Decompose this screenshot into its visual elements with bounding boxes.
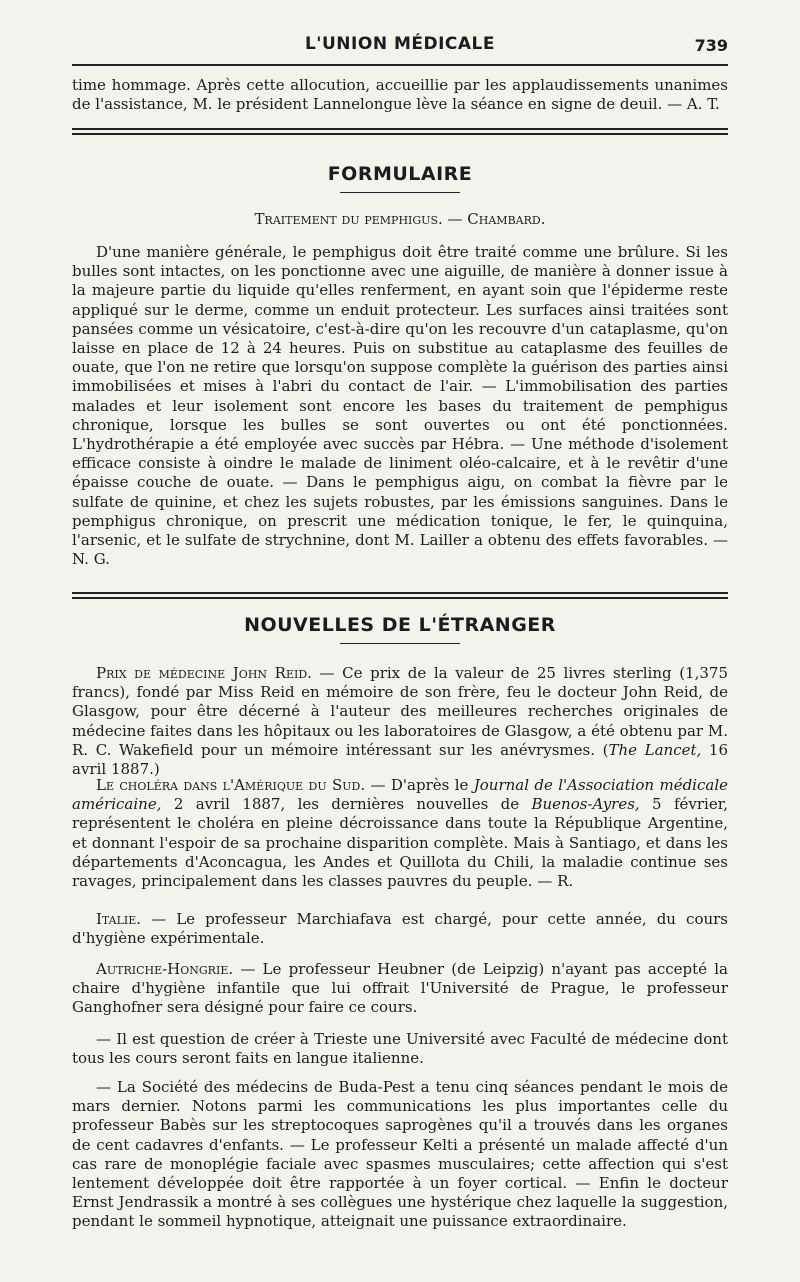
section-divider-top-2 bbox=[72, 133, 728, 135]
section-divider-bottom-2 bbox=[72, 597, 728, 599]
title-underline bbox=[340, 192, 460, 193]
news-lead: Le choléra dans l'Amérique du Sud. bbox=[96, 776, 366, 794]
news-lead: Autriche-Hongrie. bbox=[96, 960, 234, 978]
article-title: Traitement du pemphigus. — Chambard. bbox=[254, 210, 546, 228]
formulaire-body: D'une manière générale, le pemphigus doit être traité comme une brûlure. Si les bulles sont intactes, on les ponctionne avec une aiguille, de manière à donner issue à la majeure partie du liquide qu'elles renferment, en ayant soin que l'épiderme reste appliqué sur le derme, comme un enduit protecteur. Les surfaces ainsi traitées sont pansées comme un vésicatoire, c'est-à-dire qu'on les recouvre d'un cataplasme, qu'on laisse en place de 12 à 24 heures. Puis on substitue au cataplasme des feuilles de ouate, que l'on ne retire que lorsqu'on suppose complète la guérison des parties ainsi immobilisées et mises à l'abri du contact de l'air. — L'immobilisation des parties malades et leur isolement sont encore les bases du traitement de pemphigus chronique, lorsque les bulles se sont ouvertes ou ont été ponctionnées. L'hydrothérapie a été employée avec succès par Hébra. — Une méthode d'isolement efficace consiste à oindre le malade de liniment oléo-calcaire, et à le revêtir d'une épaisse couche de ouate. — Dans le pemphigus aigu, on combat la fièvre par le sulfate de quinine, et chez les sujets robustes, par les émissions sanguines. Dans le pemphigus chronique, on prescrit une médication tonique, le fer, le quinquina, l'arsenic, et le sulfate de strychnine, dont M. Lailler a obtenu des effets favorables. — N. G. bbox=[72, 243, 728, 569]
news-source: Journal de l'Association médicale américaine, bbox=[72, 776, 728, 814]
news-text: — Il est question de créer à Trieste une Université avec Faculté de médecine dont tous les cours seront faits en langue italienne. bbox=[72, 1030, 728, 1068]
news-text: — Ce prix de la valeur de 25 livres sterling (1,375 francs), fondé par Miss Reid en mémoire de son frère, feu le docteur John Reid, de Glasgow, pour être décerné à l'auteur des meilleures recherches originales de médecine faites dans les hôpitaux ou les laboratoires de Glasgow, a été obtenu par M. R. C. Wakefield pour un mémoire intéressant sur les anévrysmes. ( bbox=[72, 664, 728, 759]
news-lead: Prix de médecine John Reid. bbox=[96, 664, 312, 682]
header-rule bbox=[72, 64, 728, 66]
section-divider-top bbox=[72, 128, 728, 130]
section-title-formulaire: FORMULAIRE bbox=[327, 163, 473, 185]
intro-paragraph: time hommage. Après cette allocution, accueillie par les applaudissements unanimes de l'assistance, M. le président Lannelongue lève la séance en signe de deuil. — A. T. bbox=[72, 76, 728, 114]
news-text: — D'après le bbox=[365, 776, 474, 794]
news-item-budapest bbox=[72, 1078, 728, 1232]
running-title: L'UNION MÉDICALE bbox=[304, 34, 496, 54]
news-source-2: Buenos-Ayres, bbox=[531, 795, 640, 814]
news-item-autriche bbox=[72, 960, 728, 1018]
news-lead: Italie. bbox=[96, 910, 142, 928]
news-text-2: 2 avril 1887, les dernières nouvelles de bbox=[161, 795, 532, 814]
page-header bbox=[72, 30, 728, 60]
news-item-reid bbox=[72, 664, 728, 779]
news-item-trieste bbox=[72, 1030, 728, 1068]
news-tail: 16 avril 1887.) bbox=[72, 740, 729, 779]
section-divider-bottom bbox=[72, 592, 728, 594]
news-item-italie bbox=[72, 910, 728, 948]
news-text: — Le professeur Heubner (de Leipzig) n'ayant pas accepté la chaire d'hygiène infantile que lui offrait l'Université de Prague, le professeur Ganghofner sera désigné pour faire ce cours. bbox=[72, 960, 728, 1017]
page-number: 739 bbox=[694, 36, 728, 55]
news-text: — La Société des médecins de Buda-Pest a tenu cinq séances pendant le mois de mars dernier. Notons parmi les communications les plus importantes celle du professeur Babès sur les streptocoques saprogènes qu'il a trouvés dans les organes de cent cadavres d'enfants. — Le professeur Kelti a présenté un malade affecté d'un cas rare de monoplégie faciale avec spasmes musculaires; cette affection qui s'est lentement développée doit être rapportée à un foyer cortical. — Enfin le docteur Ernst Jendrassik a montré à ses collègues une hystérique chez laquelle la suggestion, pendant le sommeil hypnotique, atteignait une puissance extraordinaire. bbox=[72, 1078, 728, 1231]
news-source: The Lancet, bbox=[608, 740, 702, 759]
news-item-cholera bbox=[72, 776, 728, 891]
section-title-nouvelles: NOUVELLES DE L'ÉTRANGER bbox=[244, 614, 556, 636]
news-text: — Le professeur Marchiafava est chargé, pour cette année, du cours d'hygiène expérimentale. bbox=[72, 910, 728, 948]
title-underline-2 bbox=[340, 643, 460, 644]
news-tail: 5 février, représentent le choléra en pleine décroissance dans toute la République Argentine, et donnant l'espoir de sa prochaine disparition complète. Mais à Santiago, et dans les départements d'Aconcagua, les Andes et Quillota du Chili, la maladie continue ses ravages, principalement dans les classes pauvres du peuple. — R. bbox=[72, 795, 729, 891]
